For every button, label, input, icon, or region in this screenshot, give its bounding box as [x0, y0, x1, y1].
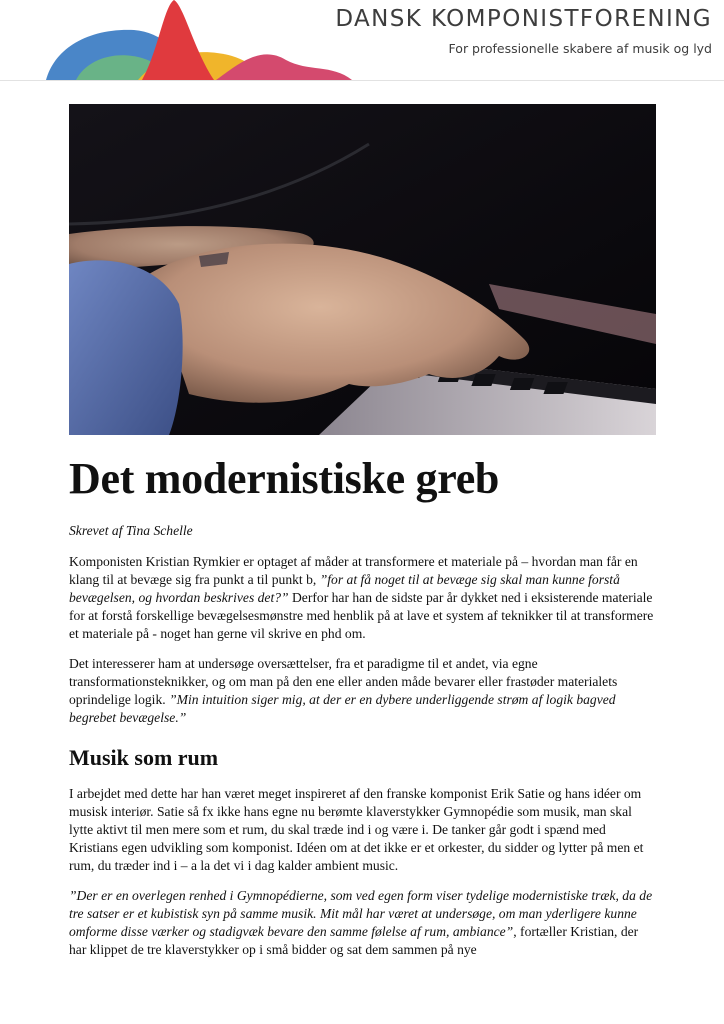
paragraph-4-quote: ”Der er en overlegen renhed i Gymnopédierne, som ved egen form viser tydelige modernistiske træk, da de tre satser er et kubistisk syn på samme musik. Mit mål har været at undersøge, om man yderligere kunne omforme disse værker og stadigvæk bevare den samme følelse af rum, ambiance”: [69, 888, 653, 939]
brand-tagline: For professionelle skabere af musik og lyd: [448, 41, 712, 56]
paragraph-4: [69, 887, 656, 959]
paragraph-2-quote: ”Min intuition siger mig, at der er en dybere underliggende strøm af logik bagved begrebet bevægelse.”: [69, 692, 616, 725]
paragraph-2-text: Det interesserer ham at undersøge oversættelser, fra et paradigme til et andet, via egne transformationsteknikker, og om man på den ene eller anden måde bevarer eller frastøder materialets oprindelige logik.: [69, 656, 618, 707]
article-byline: Skrevet af Tina Schelle: [69, 523, 193, 538]
paragraph-2: [69, 655, 656, 727]
article: [69, 450, 656, 959]
paragraph-3: I arbejdet med dette har han været meget inspireret af den franske komponist Erik Satie og hans idéer om musisk interiør. Satie så fx ikke hans egne nu berømte klaverstykker Gymnopédie som musik, man skal lytte aktivt til men mere som et rum, du skal træde ind i og være i. De tanker går godt i spænd med Kristians egen udvikling som komponist. Idéen om at det ikke er et orkester, du sidder og lytter på men et rum, du træder ind i – a la det vi i dag kalder ambient music.: [69, 786, 644, 873]
section-heading: Musik som rum: [69, 745, 219, 770]
article-title: Det modernistiske greb: [69, 454, 500, 503]
paragraph-1: [69, 553, 656, 643]
brand-name[interactable]: DANSK KOMPONISTFORENING: [335, 6, 712, 32]
paragraph-1-quote: ”for at få noget til at bevæge sig skal man kunne forstå bevægelsen, og hvordan beskrives det?”: [69, 572, 620, 605]
site-header: [0, 0, 724, 81]
paragraph-1-text-b: Derfor har han de sidste par år dykket ned i eksisterende materiale for at forstå forskellige bevægelsesmønstre med henblik på at lave et system af teknikker til at transformere et materiale på - noget han gerne vil skrive en phd om.: [69, 590, 654, 641]
piano-hands-photo: [69, 104, 656, 435]
hero-image: [69, 104, 656, 435]
paragraph-4-text: , fortæller Kristian, der har klippet de tre klaverstykker op i små bidder og sat dem sammen på nye: [69, 924, 639, 957]
paragraph-1-text-a: Komponisten Kristian Rymkier er optaget af måder at transformere et materiale på – hvordan man får en klang til at bevæge sig fra punkt a til punkt b,: [69, 554, 638, 587]
logo-mark[interactable]: [46, 0, 358, 80]
